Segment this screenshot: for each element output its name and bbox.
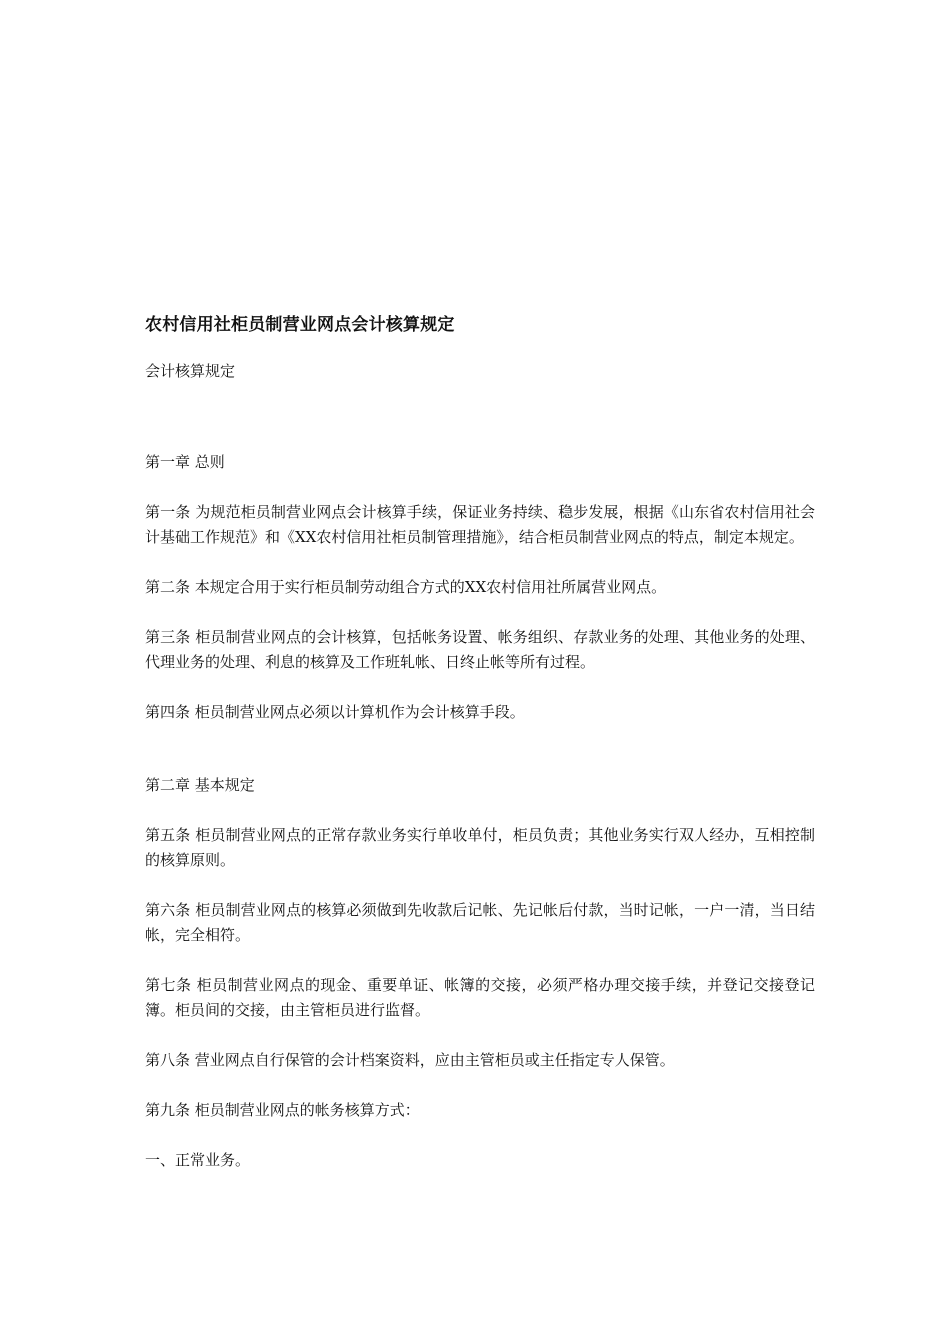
article-paragraph: 第七条 柜员制营业网点的现金、重要单证、帐簿的交接，必须严格办理交接手续，并登记交接登记簿。柜员间的交接，由主管柜员进行监督。: [145, 976, 815, 1019]
article-paragraph: 第二条 本规定合用于实行柜员制劳动组合方式的XX农村信用社所属营业网点。: [145, 578, 667, 596]
article-paragraph: 第五条 柜员制营业网点的正常存款业务实行单收单付，柜员负责；其他业务实行双人经办，互相控制的核算原则。: [145, 826, 815, 869]
chapter-heading: 第一章 总则: [145, 453, 225, 471]
article-paragraph: 第一条 为规范柜员制营业网点会计核算手续，保证业务持续、稳步发展，根据《山东省农村信用社会计基础工作规范》和《XX农村信用社柜员制管理措施》，结合柜员制营业网点的特点，制定本规定。: [145, 503, 815, 546]
document-title: 农村信用社柜员制营业网点会计核算规定: [145, 315, 455, 335]
article-paragraph: 第九条 柜员制营业网点的帐务核算方式：: [145, 1101, 420, 1119]
article-paragraph: 第四条 柜员制营业网点必须以计算机作为会计核算手段。: [145, 703, 525, 721]
article-paragraph: 第八条 营业网点自行保管的会计档案资料，应由主管柜员或主任指定专人保管。: [145, 1051, 675, 1069]
article-paragraph: 第六条 柜员制营业网点的核算必须做到先收款后记帐、先记帐后付款，当时记帐，一户一清，当日结帐，完全相符。: [145, 901, 815, 944]
document-body: [145, 314, 815, 1173]
article-paragraph: 第三条 柜员制营业网点的会计核算，包括帐务设置、帐务组织、存款业务的处理、其他业务的处理、代理业务的处理、利息的核算及工作班轧帐、日终止帐等所有过程。: [145, 628, 815, 671]
chapter-heading: 第二章 基本规定: [145, 776, 255, 794]
list-item-paragraph: 一、正常业务。: [145, 1151, 251, 1169]
document-subtitle: 会计核算规定: [145, 362, 236, 380]
